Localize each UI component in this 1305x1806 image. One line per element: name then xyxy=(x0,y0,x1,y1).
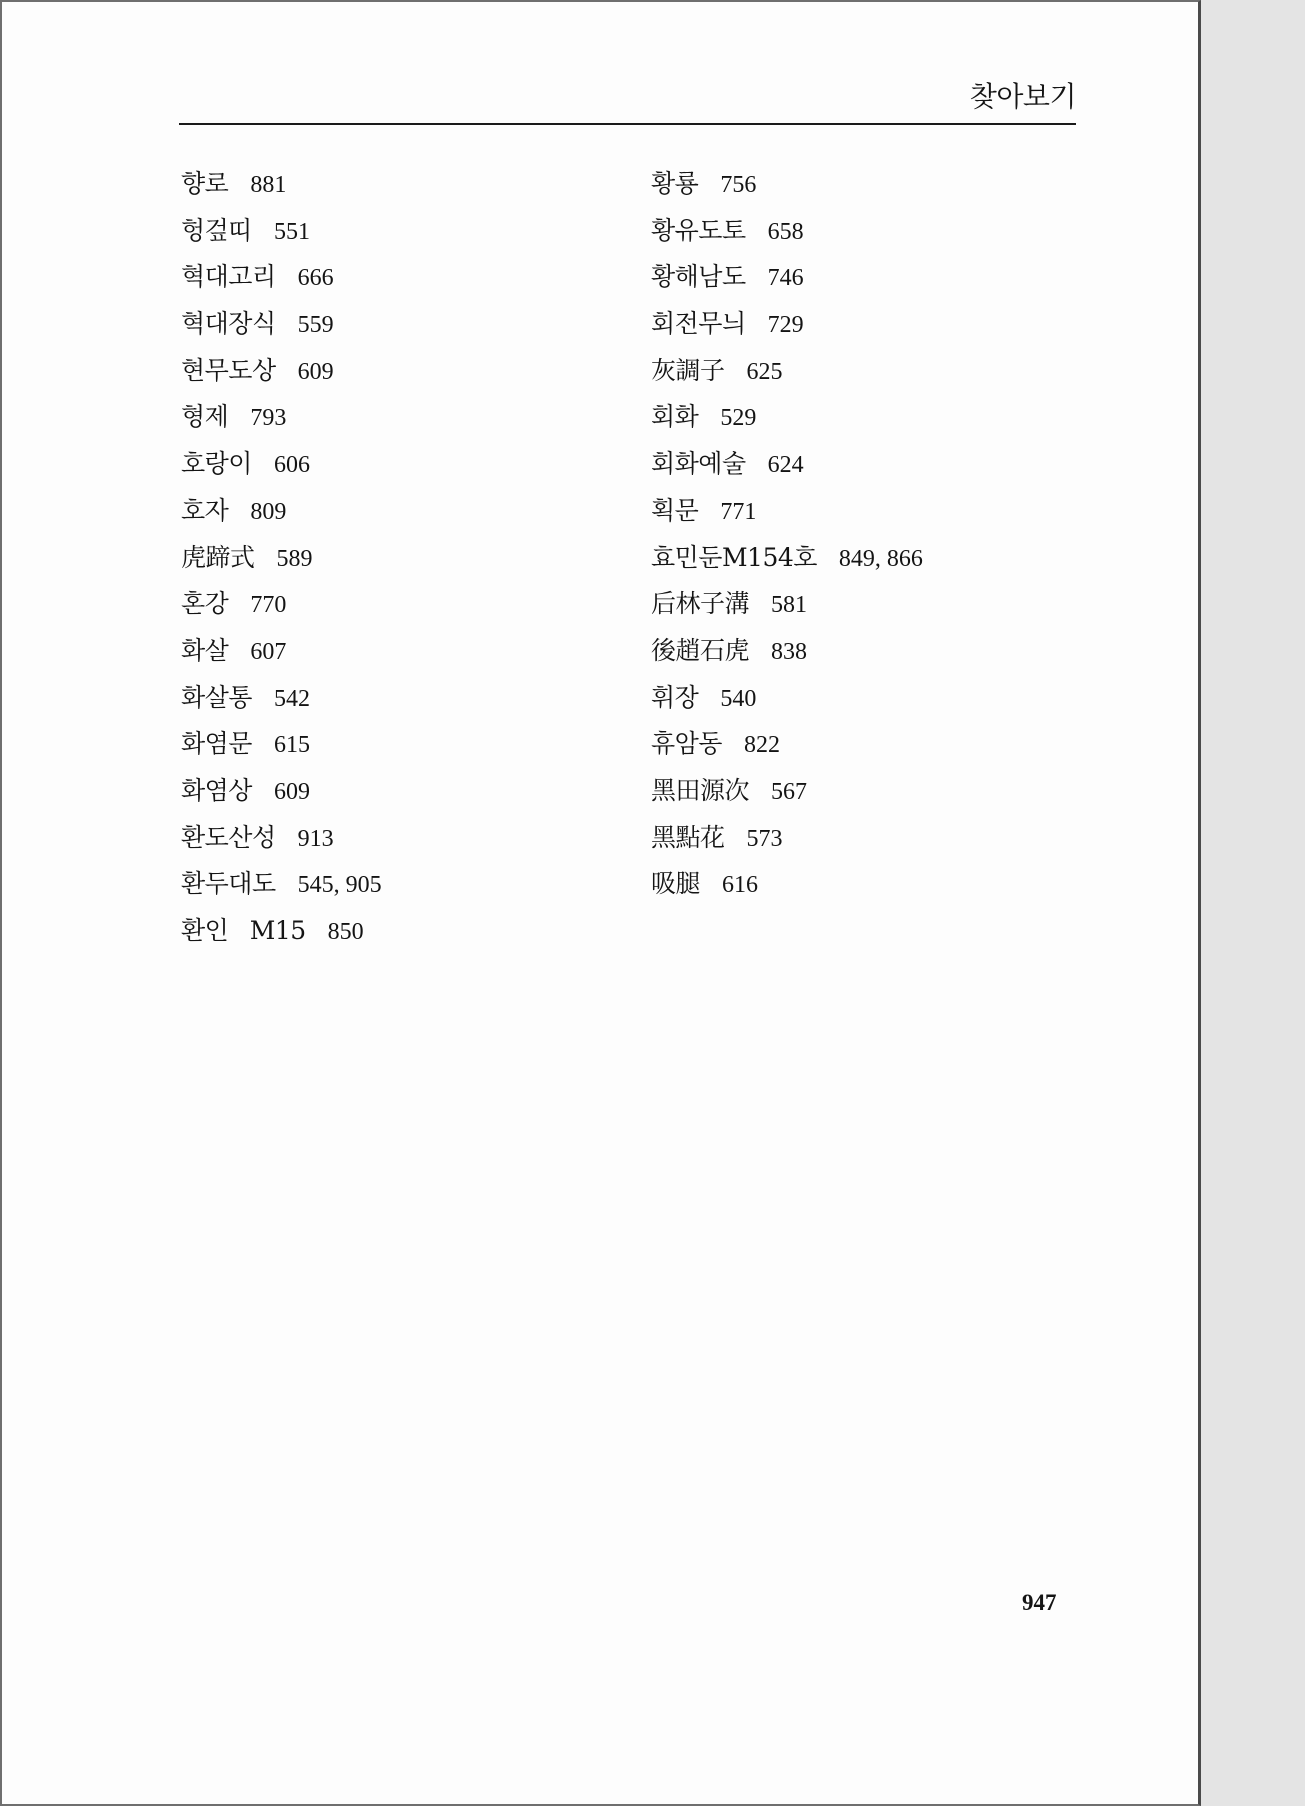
index-term: 後趙石虎 xyxy=(651,635,750,665)
index-term: 회화 xyxy=(651,402,699,432)
index-term: 혼강 xyxy=(181,589,229,619)
index-page-numbers: 609 xyxy=(273,778,310,805)
index-entry xyxy=(651,161,923,208)
running-head-title: 찾아보기 xyxy=(969,80,1076,113)
index-term: 虎蹄式 xyxy=(181,542,255,572)
index-page-numbers: 625 xyxy=(746,358,783,385)
index-term: 휘장 xyxy=(651,682,699,712)
index-entry xyxy=(651,581,923,628)
index-entry xyxy=(651,488,923,535)
index-entry xyxy=(181,581,382,628)
index-entry xyxy=(651,535,923,582)
index-entry xyxy=(181,208,382,255)
index-term: 획문 xyxy=(651,495,699,525)
index-term: 화살통 xyxy=(181,682,252,712)
index-page-numbers: 849, 866 xyxy=(838,545,923,572)
index-term: 환두대도 xyxy=(181,869,276,899)
index-page-numbers: 589 xyxy=(276,545,313,572)
index-entry xyxy=(181,394,382,441)
index-entry xyxy=(181,675,382,722)
index-entry xyxy=(181,815,382,862)
index-page-numbers: 913 xyxy=(297,825,334,852)
index-page-numbers: 529 xyxy=(720,405,757,432)
index-term: 화염문 xyxy=(181,729,252,759)
index-page-numbers: 581 xyxy=(771,592,808,619)
index-page-numbers: 551 xyxy=(273,218,310,245)
index-entry xyxy=(181,348,382,395)
index-page-numbers: 850 xyxy=(327,919,364,945)
index-entry xyxy=(651,675,923,722)
index-column-right xyxy=(651,161,923,908)
index-entry xyxy=(651,441,923,488)
index-entry xyxy=(651,254,923,301)
index-entry xyxy=(181,254,382,301)
index-term: 화염상 xyxy=(181,775,252,805)
index-entry xyxy=(181,721,382,768)
index-entry xyxy=(181,441,382,488)
index-page-numbers: 609 xyxy=(297,358,334,385)
index-page-numbers: 615 xyxy=(273,732,310,759)
index-entry xyxy=(651,721,923,768)
index-entry xyxy=(651,208,923,255)
index-entry xyxy=(651,768,923,815)
index-page-numbers: 658 xyxy=(767,218,804,245)
index-term: 효민둔M154호 xyxy=(651,542,817,572)
index-term: 형제 xyxy=(181,402,229,432)
index-term: 吸腿 xyxy=(651,869,701,899)
index-term: 황유도토 xyxy=(651,215,746,245)
index-entry xyxy=(651,815,923,862)
index-page-numbers: 666 xyxy=(297,265,334,292)
index-term: 화살 xyxy=(181,635,229,665)
index-entry xyxy=(651,348,923,395)
index-page-numbers: 624 xyxy=(767,452,804,479)
index-entry xyxy=(181,161,382,208)
index-entry xyxy=(181,488,382,535)
index-column-left xyxy=(181,161,382,955)
index-term: 휴암동 xyxy=(651,729,722,759)
header-rule xyxy=(179,123,1076,125)
index-page-numbers: 881 xyxy=(250,172,287,198)
index-term: 황룡 xyxy=(651,169,699,198)
index-entry xyxy=(181,908,382,955)
index-term: 환인 M15 xyxy=(181,916,306,945)
index-term: 혁대장식 xyxy=(181,309,276,339)
index-page-numbers: 770 xyxy=(250,592,287,619)
index-term: 后林子溝 xyxy=(651,589,750,619)
index-entry xyxy=(651,861,923,908)
index-page-numbers: 746 xyxy=(767,265,804,292)
index-page-numbers: 559 xyxy=(297,312,334,339)
index-page-numbers: 771 xyxy=(720,498,757,525)
index-page-numbers: 822 xyxy=(743,732,780,759)
index-term: 황해남도 xyxy=(651,262,746,292)
index-page-numbers: 838 xyxy=(771,638,808,665)
index-entry xyxy=(181,535,382,582)
index-page-numbers: 793 xyxy=(250,405,287,432)
index-page-numbers: 756 xyxy=(720,172,757,198)
page-number: 947 xyxy=(1022,1590,1057,1615)
index-term: 혁대고리 xyxy=(181,262,276,292)
index-term: 호랑이 xyxy=(181,449,252,479)
index-term: 환도산성 xyxy=(181,822,276,852)
index-term: 黑田源次 xyxy=(651,775,750,805)
index-term: 灰調子 xyxy=(651,355,725,385)
index-page-numbers: 545, 905 xyxy=(297,872,382,899)
index-term: 회전무늬 xyxy=(651,309,746,339)
index-page-numbers: 607 xyxy=(250,638,287,665)
index-term: 헝겊띠 xyxy=(181,215,252,245)
index-page-numbers: 567 xyxy=(771,778,808,805)
index-page-numbers: 729 xyxy=(767,312,804,339)
index-entry xyxy=(181,628,382,675)
index-entry xyxy=(651,394,923,441)
index-term: 회화예술 xyxy=(651,449,746,479)
index-term: 호자 xyxy=(181,495,229,525)
index-page-numbers: 616 xyxy=(722,872,759,899)
index-page-numbers: 540 xyxy=(720,685,757,712)
index-entry xyxy=(181,301,382,348)
index-page-numbers: 542 xyxy=(273,685,310,712)
index-term: 현무도상 xyxy=(181,355,276,385)
index-term: 향로 xyxy=(181,169,229,198)
index-page-numbers: 573 xyxy=(746,825,783,852)
index-entry xyxy=(181,768,382,815)
index-page-numbers: 809 xyxy=(250,498,287,525)
index-entry xyxy=(181,861,382,908)
index-term: 黑點花 xyxy=(651,822,725,852)
index-entry xyxy=(651,628,923,675)
index-page-numbers: 606 xyxy=(273,452,310,479)
index-entry xyxy=(651,301,923,348)
